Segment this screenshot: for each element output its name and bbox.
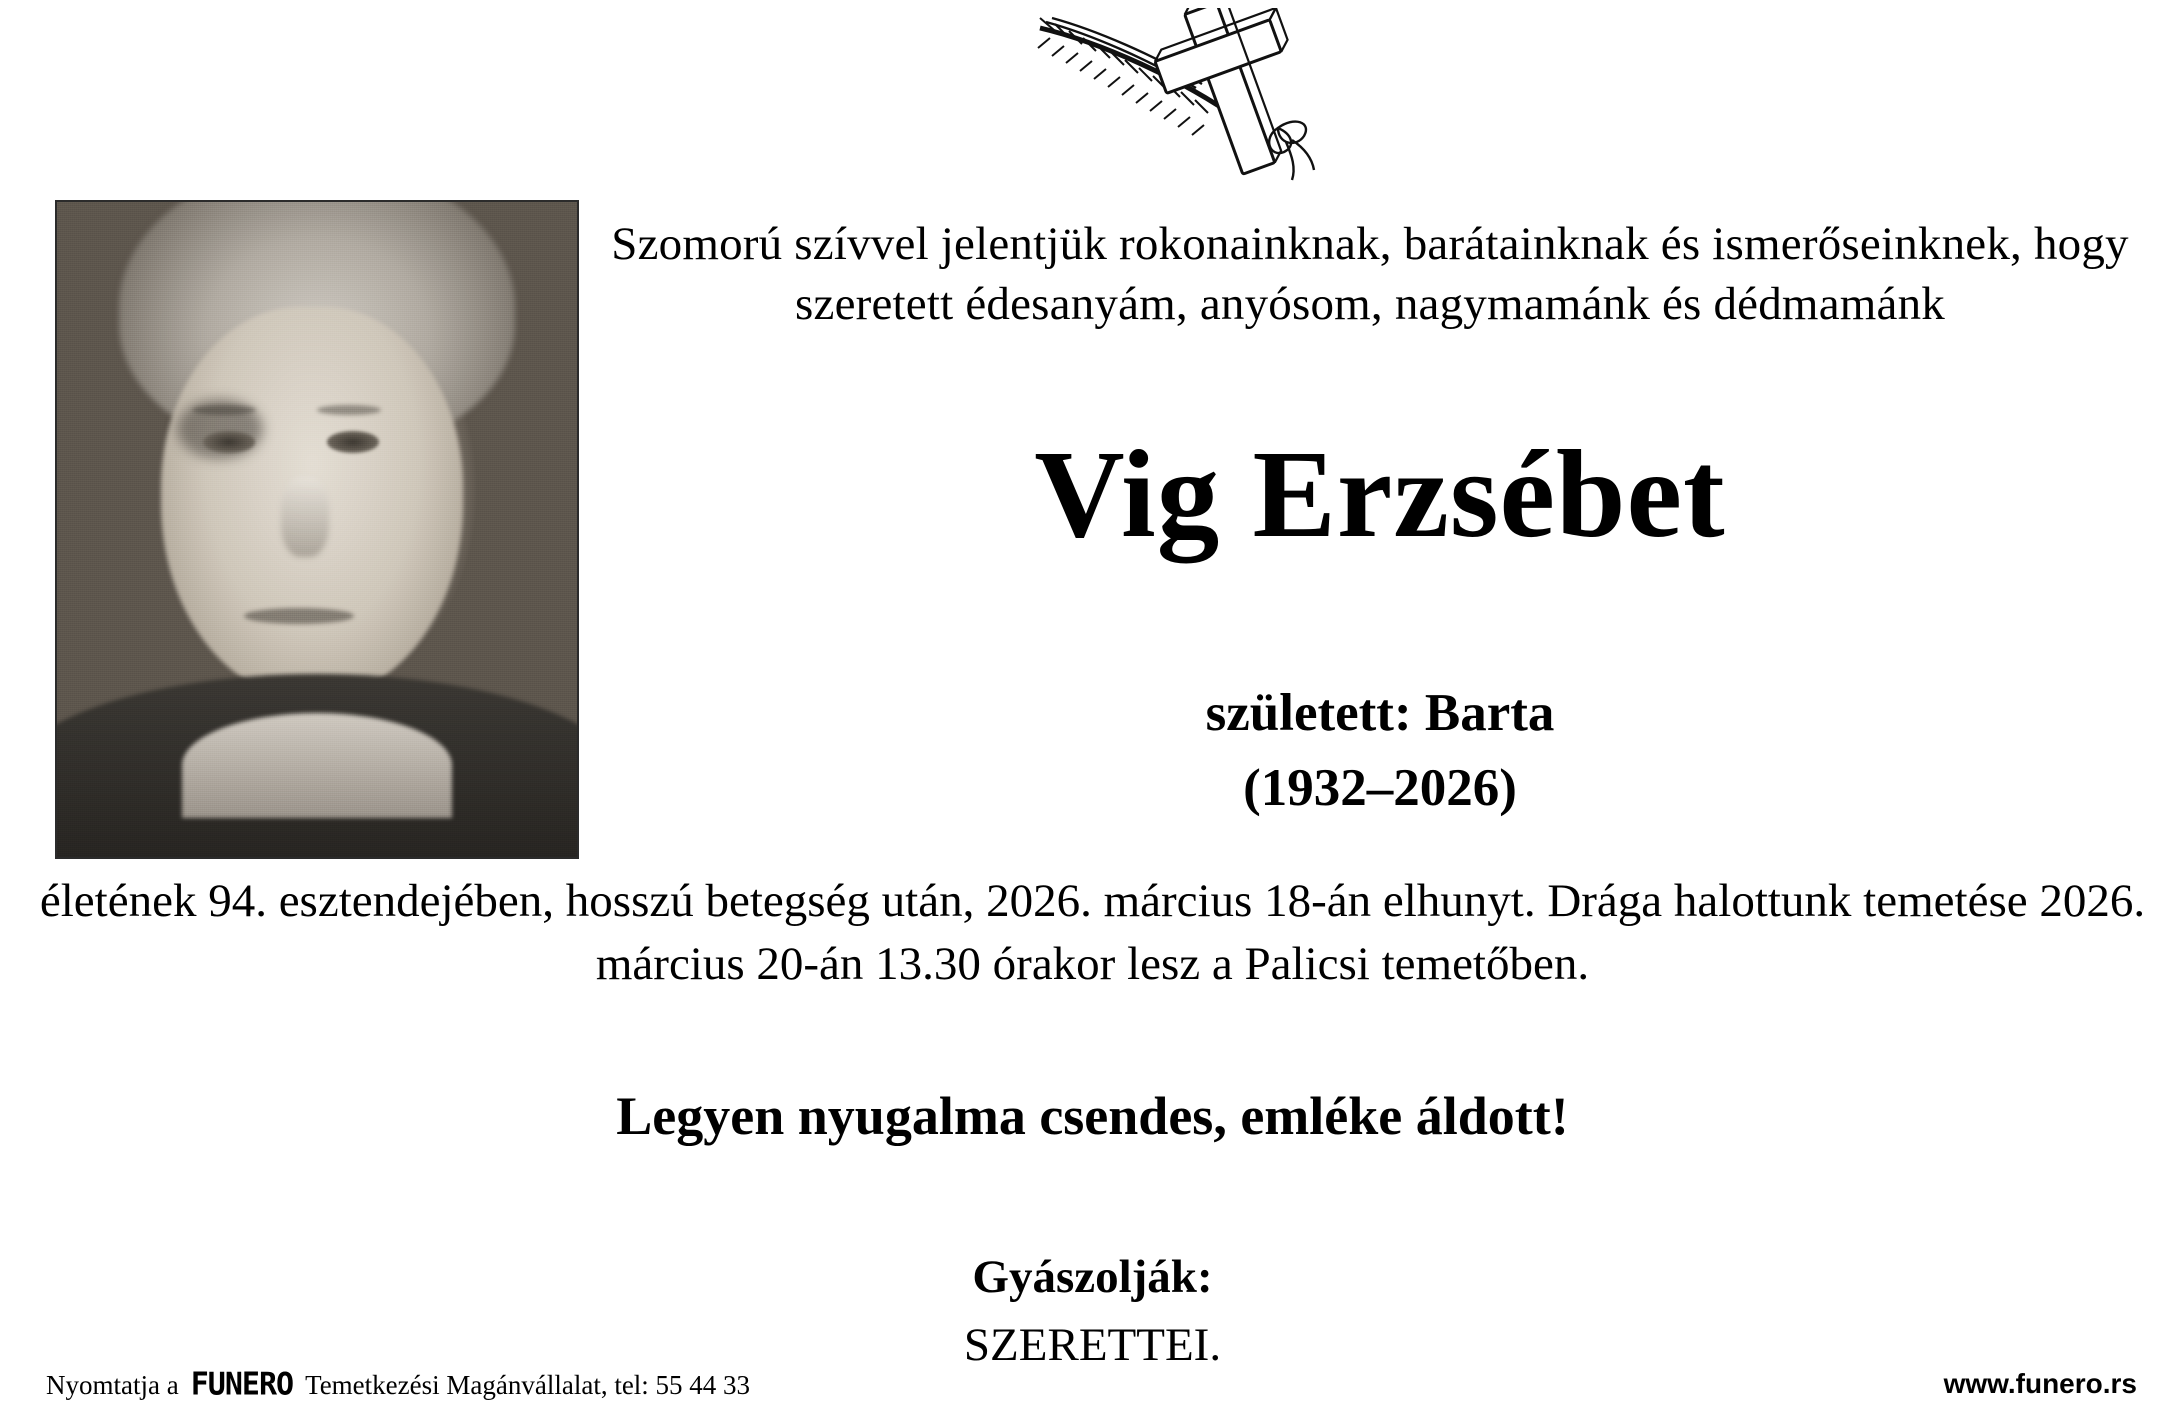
- announcement-intro: Szomorú szívvel jelentjük rokonainknak, barátainknak és ismerőseinknek, hogy szeretett édesanyám, anyósom, nagymamánk és dédmamánk: [611, 218, 2129, 330]
- deceased-name: Vig Erzsébet: [1034, 426, 1726, 564]
- maiden-name: született: Barta: [1205, 684, 1555, 742]
- portrait-image: [57, 202, 577, 857]
- funeral-details: életének 94. esztendejében, hosszú betegség után, 2026. március 18-án elhunyt. Drága halottunk temetése 2026. március 20-án 13.30 órakor lesz a Palicsi temetőben.: [39, 875, 2146, 990]
- mourners-text: SZERETTEI.: [963, 1319, 1222, 1371]
- mourners-label: Gyászolják:: [972, 1251, 1213, 1303]
- portrait-photo: [55, 200, 579, 859]
- cross-with-palm-branch-icon: [1030, 8, 1370, 193]
- footer-printed-by-suffix: Temetkezési Magánvállalat, tel: 55 44 33: [305, 1370, 751, 1400]
- portrait-grain: [57, 202, 577, 857]
- life-years: (1932–2026): [1243, 759, 1517, 817]
- footer-website: www.funero.rs: [1943, 1368, 2137, 1399]
- blessing-text: Legyen nyugalma csendes, emléke áldott!: [616, 1086, 1569, 1146]
- footer-printed-by-prefix: Nyomtatja a: [46, 1370, 179, 1400]
- funero-logo: FUNERO: [190, 1366, 294, 1403]
- footer-print-info: [46, 1367, 750, 1402]
